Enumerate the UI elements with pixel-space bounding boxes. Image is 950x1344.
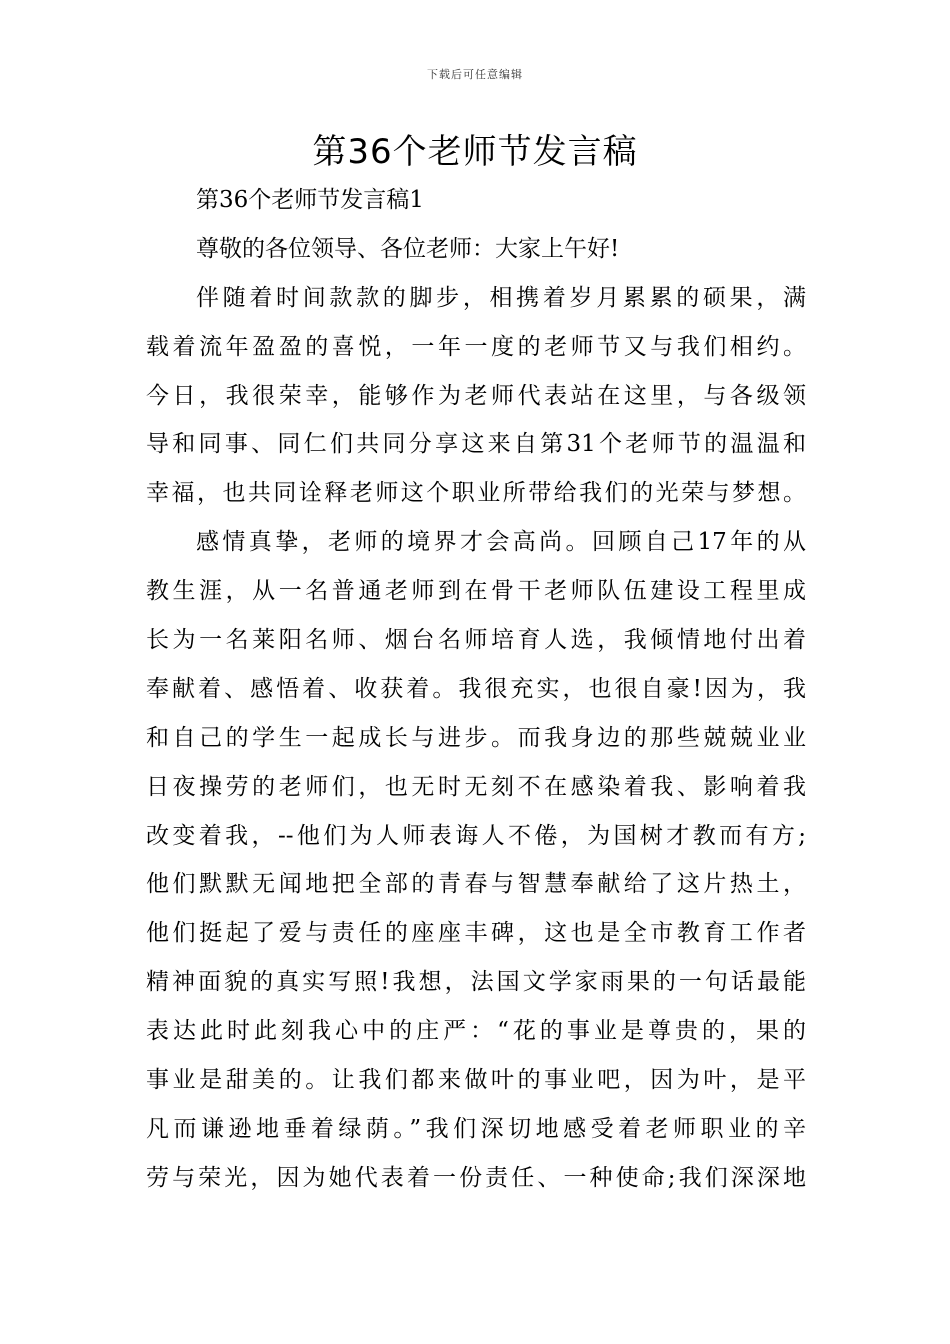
paragraph-line: 他们默默无闻地把全部的青春与智慧奉献给了这片热土， — [146, 871, 806, 898]
paragraph-line: 日夜操劳的老师们，也无时无刻不在感染着我、影响着我 — [146, 773, 806, 800]
paragraph-line: 长为一名莱阳名师、烟台名师培育人选，我倾情地付出着 — [146, 627, 806, 654]
paragraph-line: 他们挺起了爱与责任的座座丰碑，这也是全市教育工作者 — [146, 920, 806, 947]
paragraph-line: 教生涯，从一名普通老师到在骨干老师队伍建设工程里成 — [146, 578, 806, 605]
paragraph-line: 改变着我，--他们为人师表诲人不倦，为国树才教而有方; — [146, 822, 806, 849]
paragraph-line: 导和同事、同仁们共同分享这来自第31个老师节的温温和 — [146, 431, 806, 458]
paragraph-line: 幸福，也共同诠释老师这个职业所带给我们的光荣与梦想。 — [146, 480, 806, 507]
header-note: 下载后可任意编辑 — [427, 68, 523, 81]
paragraph-line: 和自己的学生一起成长与进步。而我身边的那些兢兢业业 — [146, 724, 806, 751]
subtitle-line: 第36个老师节发言稿1 — [196, 187, 424, 213]
document-title: 第36个老师节发言稿 — [312, 132, 638, 172]
paragraph-line: 劳与荣光，因为她代表着一份责任、一种使命;我们深深地 — [146, 1164, 806, 1191]
paragraph-line: 载着流年盈盈的喜悦，一年一度的老师节又与我们相约。 — [146, 333, 806, 360]
paragraph-line: 表达此时此刻我心中的庄严：“花的事业是尊贵的，果的 — [146, 1018, 806, 1045]
paragraph-line: 伴随着时间款款的脚步，相携着岁月累累的硕果，满 — [196, 284, 806, 311]
paragraph-line: 奉献着、感悟着、收获着。我很充实，也很自豪!因为，我 — [146, 675, 806, 702]
paragraph-line: 精神面貌的真实写照!我想，法国文学家雨果的一句话最能 — [146, 969, 806, 996]
paragraph-line: 凡而谦逊地垂着绿荫。”我们深切地感受着老师职业的辛 — [146, 1115, 806, 1142]
paragraph-line: 今日，我很荣幸，能够作为老师代表站在这里，与各级领 — [146, 382, 806, 409]
paragraph-line: 感情真挚，老师的境界才会高尚。回顾自己17年的从 — [196, 529, 806, 556]
salutation-line: 尊敬的各位领导、各位老师：大家上午好! — [196, 235, 620, 262]
paragraph-line: 事业是甜美的。让我们都来做叶的事业吧，因为叶，是平 — [146, 1067, 806, 1094]
document-body — [146, 176, 806, 1203]
